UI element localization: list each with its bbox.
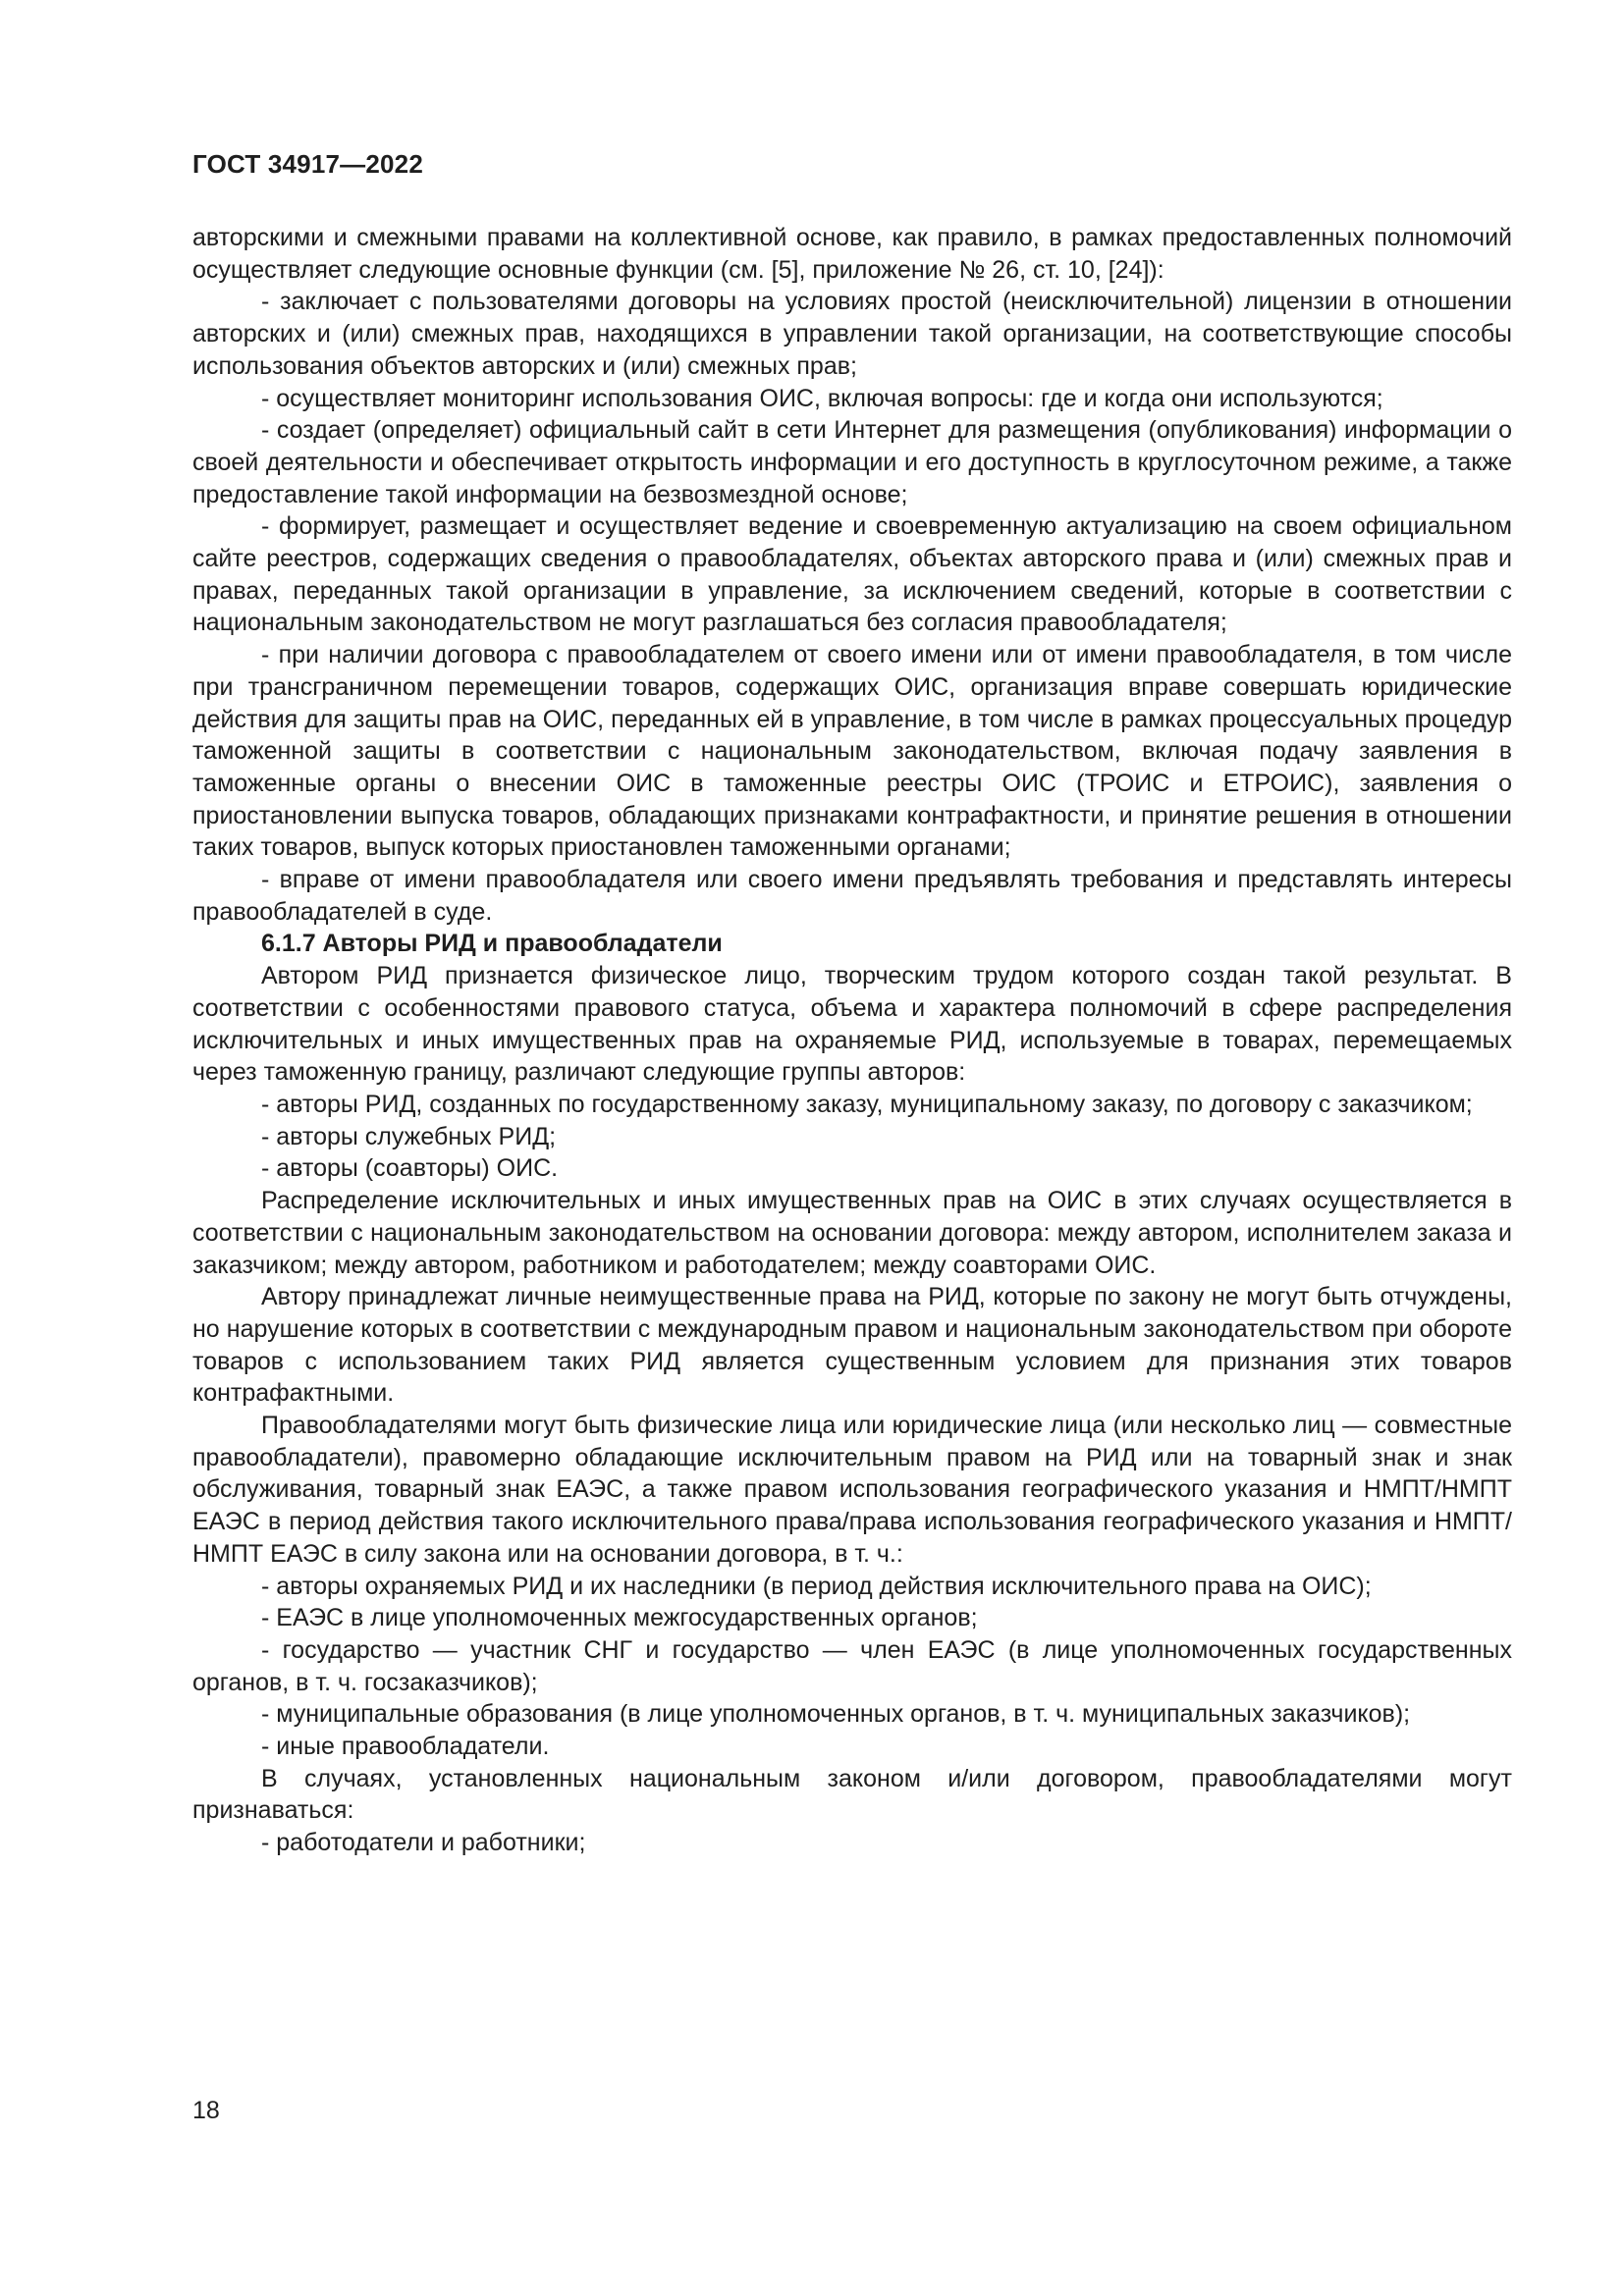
paragraph: - формирует, размещает и осуществляет ведение и своевременную актуализацию на своем официальном сайте реестров, содержащих сведения о правообладателях, объектах авторского права и (или) смежных прав и правах, переданных такой организации в управление, за исключением сведений, которые в соответствии с национальным законодательством не могут разглашаться без согласия правообладателя; bbox=[192, 512, 1512, 637]
page-number: 18 bbox=[192, 2097, 220, 2124]
paragraph: - авторы РИД, созданных по государственному заказу, муниципальному заказу, по договору с заказчиком; bbox=[261, 1090, 1473, 1118]
paragraph: - работодатели и работники; bbox=[261, 1829, 586, 1857]
paragraph: - ЕАЭС в лице уполномоченных межгосударственных органов; bbox=[261, 1604, 978, 1632]
paragraph: - создает (определяет) официальный сайт в сети Интернет для размещения (опубликования) информации о своей деятельности и обеспечивает открытость информации и его доступность в круглосуточном режиме, а также предоставление такой информации на безвозмездной основе; bbox=[192, 416, 1512, 508]
paragraph: - авторы охраняемых РИД и их наследники (в период действия исключительного права на ОИС); bbox=[261, 1572, 1372, 1600]
paragraph: Правообладателями могут быть физические лица или юридические лица (или несколько лиц — совместные правообладатели), правомерно обладающие исключительным правом на РИД или на товарный знак и знак обслуживания, товарный знак ЕАЭС, а также правом использования географического указания и НМПТ/НМПТ ЕАЭС в период действия такого исключительного права/права использования географического указания и НМПТ/НМПТ ЕАЭС в силу закона или на основании договора, в т. ч.: bbox=[192, 1412, 1512, 1568]
paragraph: - осуществляет мониторинг использования ОИС, включая вопросы: где и когда они используются; bbox=[261, 384, 1383, 412]
paragraph: - муниципальные образования (в лице уполномоченных органов, в т. ч. муниципальных заказчиков); bbox=[261, 1700, 1411, 1729]
paragraph: - вправе от имени правообладателя или своего имени предъявлять требования и представлять интересы правообладателей в суде. bbox=[192, 866, 1512, 926]
paragraph: - заключает с пользователями договоры на условиях простой (неисключительной) лицензии в отношении авторских и (или) смежных прав, находящихся в управлении такой организации, на соответствующие способы использования объектов авторских и (или) смежных прав; bbox=[192, 288, 1512, 380]
paragraph: - авторы служебных РИД; bbox=[261, 1122, 557, 1150]
paragraph: - при наличии договора с правообладателем от своего имени или от имени правообладателя, в том числе при трансграничном перемещении товаров, содержащих ОИС, организация вправе совершать юридические действия для защиты прав на ОИС, переданных ей в управление, в том числе в рамках процессуальных процедур таможенной защиты в соответствии с национальным законодательством, включая подачу заявления в таможенные органы о внесении ОИС в таможенные реестры ОИС (ТРОИС и ЕТРОИС), заявления о приостановлении выпуска товаров, обладающих признаками контрафактности, и принятие решения в отношении таких товаров, выпуск которых приостановлен таможенными органами; bbox=[192, 641, 1512, 862]
paragraph: Автору принадлежат личные неимущественные права на РИД, которые по закону не могут быть отчуждены, но нарушение которых в соответствии с международным правом и национальным законодательством при обороте товаров с использованием таких РИД является существенным условием для признания этих товаров контрафактными. bbox=[192, 1283, 1512, 1408]
paragraph: Автором РИД признается физическое лицо, творческим трудом которого создан такой результат. В соответствии с особенностями правового статуса, объема и характера полномочий в сфере распределения исключительных и иных имущественных прав на охраняемые РИД, используемые в товарах, перемещаемых через таможенную границу, различают следующие группы авторов: bbox=[192, 962, 1512, 1087]
paragraph: - авторы (соавторы) ОИС. bbox=[261, 1154, 559, 1183]
paragraph: - иные правообладатели. bbox=[261, 1733, 550, 1761]
paragraph: В случаях, установленных национальным законом и/или договором, правообладателями могут признаваться: bbox=[192, 1764, 1512, 1825]
document-body bbox=[192, 222, 1512, 1859]
paragraph: Распределение исключительных и иных имущественных прав на ОИС в этих случаях осуществляется в соответствии с национальным законодательством на основании договора: между автором, исполнителем заказа и заказчиком; между автором, работником и работодателем; между соавторами ОИС. bbox=[192, 1187, 1512, 1279]
section-heading: 6.1.7 Авторы РИД и правообладатели bbox=[261, 930, 723, 958]
document-header: ГОСТ 34917—2022 bbox=[192, 149, 423, 179]
paragraph: - государство — участник СНГ и государство — член ЕАЭС (в лице уполномоченных государственных органов, в т. ч. госзаказчиков); bbox=[192, 1635, 1512, 1696]
paragraph: авторскими и смежными правами на коллективной основе, как правило, в рамках предоставленных полномочий осуществляет следующие основные функции (см. [5], приложение № 26, ст. 10, [24]): bbox=[192, 224, 1512, 284]
